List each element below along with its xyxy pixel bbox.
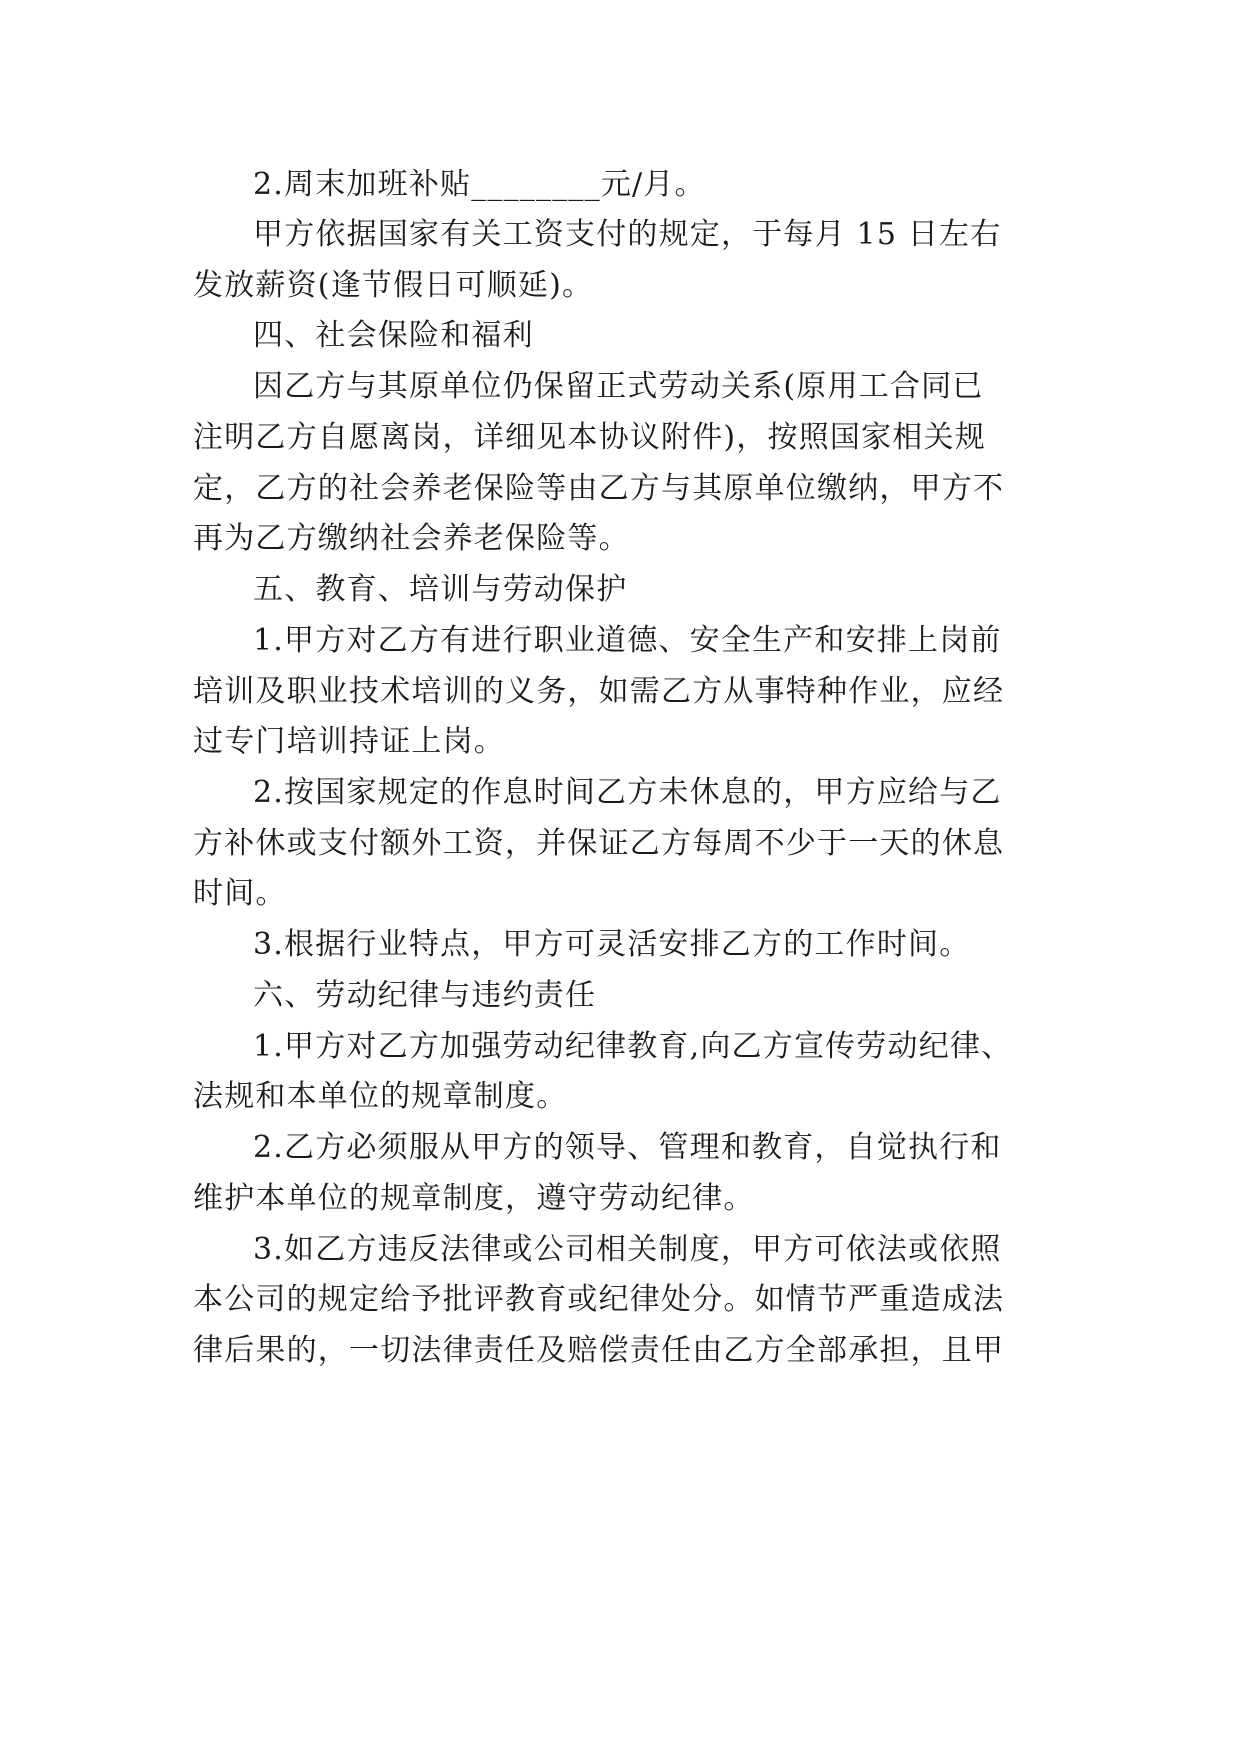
text-line: 过专门培训持证上岗。 (193, 724, 505, 759)
text-line: 法规和本单位的规章制度。 (193, 1079, 568, 1114)
text-line: 发放薪资(逢节假日可顺延)。 (193, 268, 594, 303)
section-heading: 四、社会保险和福利 (253, 318, 534, 353)
text-line: 2.按国家规定的作息时间乙方未休息的，甲方应给与乙 (253, 775, 1002, 810)
text-line: 3.根据行业特点，甲方可灵活安排乙方的工作时间。 (253, 927, 971, 962)
text-line: 再为乙方缴纳社会养老保险等。 (193, 521, 630, 556)
text-line: 方补休或支付额外工资，并保证乙方每周不少于一天的休息 (193, 826, 1005, 861)
text-line: 因乙方与其原单位仍保留正式劳动关系(原用工合同已 (253, 369, 984, 404)
text-line: 2.周末加班补贴________元/月。 (253, 167, 706, 202)
text-line: 1.甲方对乙方加强劳动纪律教育,向乙方宣传劳动纪律、 (253, 1029, 1013, 1064)
text-line: 律后果的，一切法律责任及赔偿责任由乙方全部承担，且甲 (193, 1333, 1005, 1368)
text-line: 本公司的规定给予批评教育或纪律处分。如情节严重造成法 (193, 1282, 1005, 1317)
text-line: 培训及职业技术培训的义务，如需乙方从事特种作业，应经 (193, 674, 1005, 709)
text-line: 2.乙方必须服从甲方的领导、管理和教育，自觉执行和 (253, 1130, 1002, 1165)
text-line: 注明乙方自愿离岗，详细见本协议附件)，按照国家相关规 (193, 420, 986, 455)
text-line: 1.甲方对乙方有进行职业道德、安全生产和安排上岗前 (253, 623, 1002, 658)
section-heading: 六、劳动纪律与违约责任 (253, 978, 597, 1013)
text-line: 时间。 (193, 876, 287, 911)
text-line: 维护本单位的规章制度，遵守劳动纪律。 (193, 1181, 755, 1216)
text-line: 定，乙方的社会养老保险等由乙方与其原单位缴纳，甲方不 (193, 471, 1005, 506)
text-line: 甲方依据国家有关工资支付的规定，于每月 15 日左右 (253, 217, 1002, 252)
text-line: 3.如乙方违反法律或公司相关制度，甲方可依法或依照 (253, 1232, 1002, 1267)
section-heading: 五、教育、培训与劳动保护 (253, 572, 628, 607)
